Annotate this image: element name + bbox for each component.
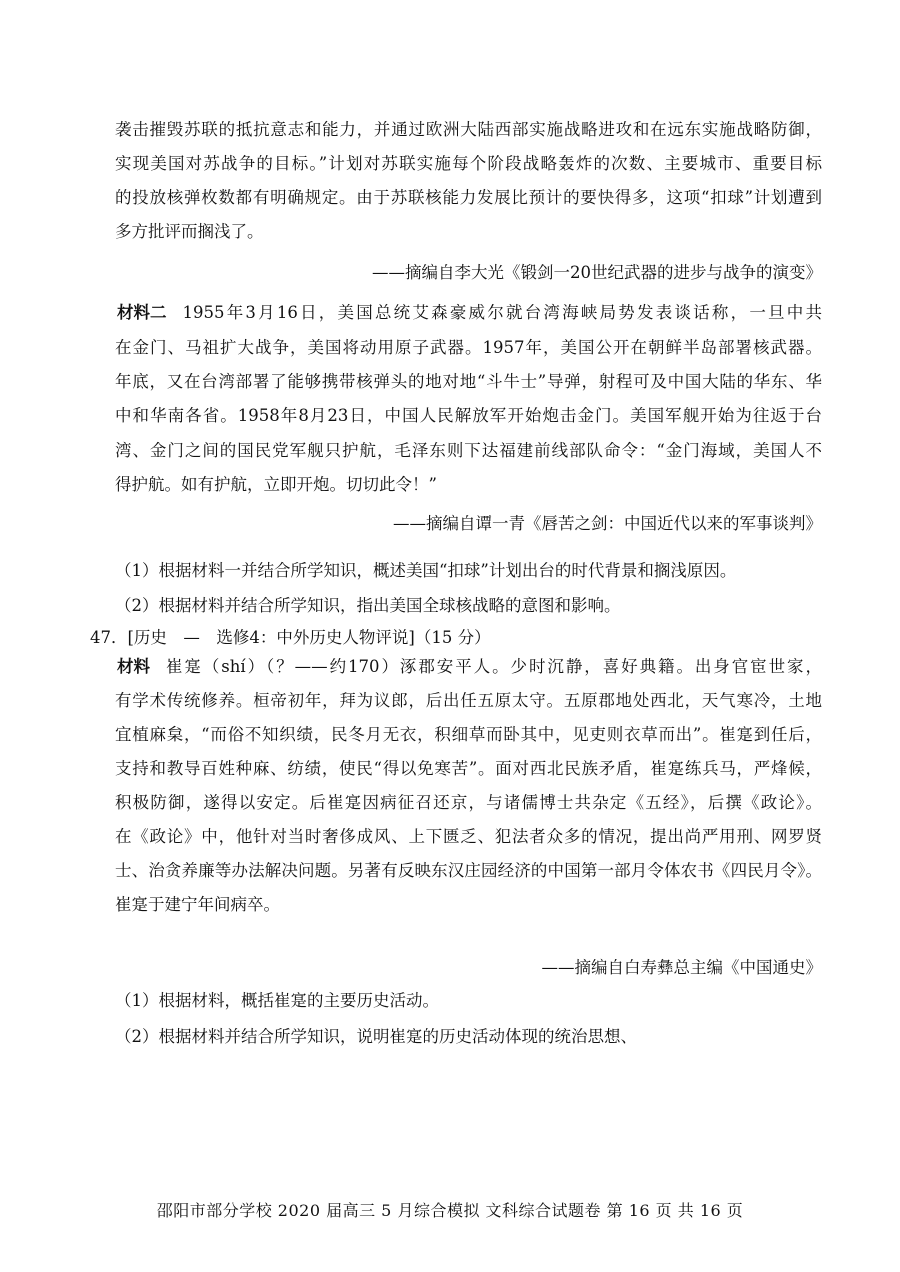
paragraph-line: 中和华南各省。1958年8月23日，中国人民解放军开始炮击金门。美国军舰开始为往返于台 <box>115 406 822 425</box>
paragraph-line: 实现美国对苏战争的目标。”计划对苏联实施每个阶段战略轰炸的次数、主要城市、重要目标 <box>115 154 822 173</box>
paragraph-line: 湾、金门之间的国民党军舰只护航，毛泽东则下达福建前线部队命令：“金门海域，美国人不 <box>115 441 822 460</box>
paragraph-line: 在金门、马祖扩大战争，美国将动用原子武器。1957年，美国公开在朝鲜半岛部署核武器。 <box>115 338 822 357</box>
question-item: （2）根据材料并结合所学知识，指出美国全球核战略的意图和影响。 <box>115 596 621 615</box>
source-attribution: ——摘编自白寿彝总主编《中国通史》 <box>541 958 822 977</box>
paragraph-line: 支持和教导百姓种麻、纺绩，使民“得以免寒苦”。面对西北民族矛盾，崔寔练兵马，严烽候， <box>115 759 822 778</box>
paragraph-line: 的投放核弹枚数都有明确规定。由于苏联核能力发展比预计的要快得多，这项“扣球”计划遭到 <box>115 188 822 207</box>
paragraph-text: 1955年3月16日，美国总统艾森豪威尔就台湾海峡局势发表谈话称，一旦中共 <box>182 303 822 322</box>
question-item: （1）根据材料，概括崔寔的主要历史活动。 <box>115 991 439 1010</box>
paragraph-line: 有学术传统修养。桓帝初年，拜为议郎，后出任五原太守。五原郡地处西北，天气寒冷，土地 <box>115 691 822 710</box>
paragraph-line: 得护航。如有护航，立即开炮。切切此令！” <box>115 475 437 494</box>
paragraph-line: 袭击摧毁苏联的抵抗意志和能力，并通过欧洲大陆西部实施战略进攻和在远东实施战略防御， <box>115 120 822 139</box>
page-footer: 邵阳市部分学校 2020 届高三 5 月综合模拟 文科综合试题卷 第 16 页 共 16 页 <box>156 1201 744 1220</box>
question-item: （2）根据材料并结合所学知识，说明崔寔的历史活动体现的统治思想、 <box>115 1027 637 1046</box>
paragraph-line: 多方批评而搁浅了。 <box>115 222 264 241</box>
paragraph-line <box>115 656 822 678</box>
paragraph-line: 士、治贪养廉等办法解决问题。另著有反映东汉庄园经济的中国第一部月令体农书《四民月令》。 <box>115 861 822 880</box>
source-attribution: ——摘编自谭一青《唇苦之剑：中国近代以来的军事谈判》 <box>393 514 822 533</box>
source-attribution: ——摘编自李大光《锻剑一20世纪武器的进步与战争的演变》 <box>372 263 822 282</box>
question-item: （1）根据材料一并结合所学知识，概述美国“扣球”计划出台的时代背景和搁浅原因。 <box>115 561 737 580</box>
paragraph-line: 宜植麻枲，“而俗不知织绩，民冬月无衣，积细草而卧其中，见吏则衣草而出”。崔寔到任后， <box>115 725 822 744</box>
material-label: 材料 <box>117 657 150 676</box>
paragraph-line: 年底，又在台湾部署了能够携带核弹头的地对地“斗牛士”导弹，射程可及中国大陆的华东、华 <box>115 372 822 391</box>
material-label: 材料二 <box>117 303 167 322</box>
paragraph-line: 积极防御，遂得以安定。后崔寔因病征召还京，与诸儒博士共杂定《五经》，后撰《政论》。 <box>115 793 822 812</box>
paragraph-line: 崔寔于建宁年间病卒。 <box>115 895 280 914</box>
paragraph-line: 在《政论》中，他针对当时奢侈成风、上下匮乏、犯法者众多的情况，提出尚严用刑、网罗贤 <box>115 827 822 846</box>
question-heading: 47．[历史 — 选修4：中外历史人物评说]（15 分） <box>90 628 491 647</box>
paragraph-line <box>115 302 822 324</box>
paragraph-text: 崔寔（shí）（？——约170）涿郡安平人。少时沉静，喜好典籍。出身官宦世家， <box>166 657 822 676</box>
